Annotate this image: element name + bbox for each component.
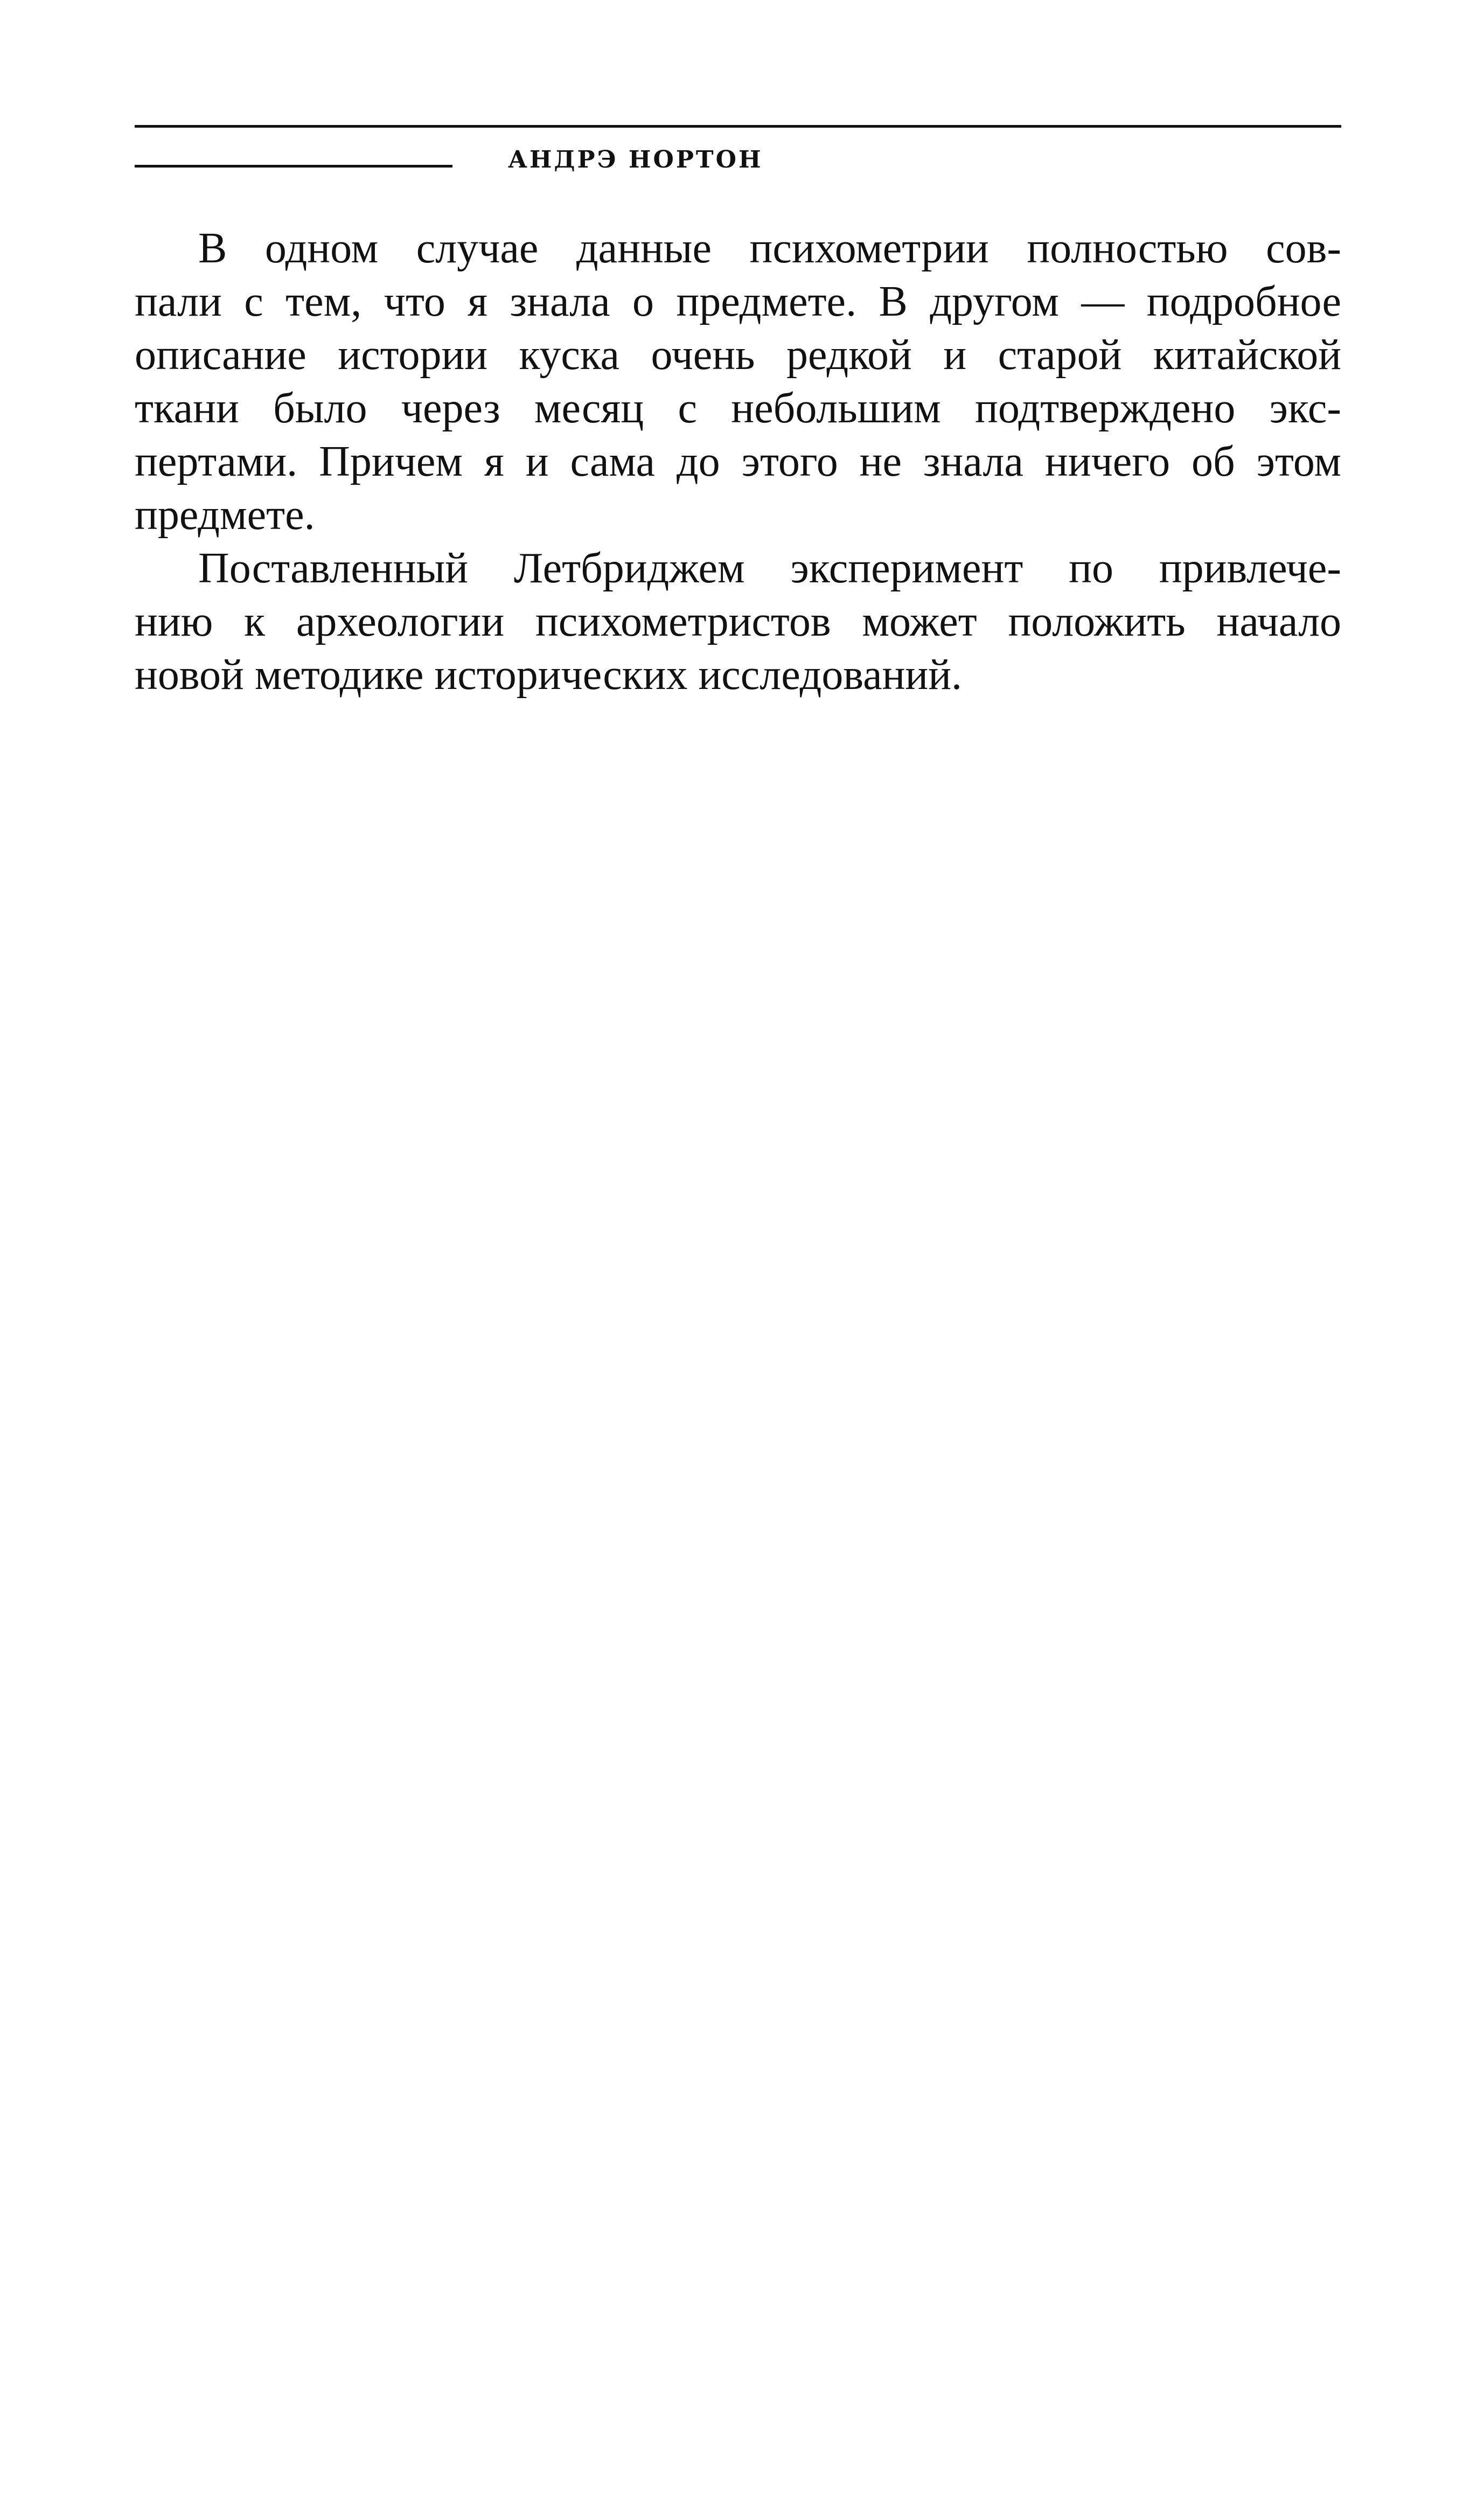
text-line: предмете. [135,491,315,539]
text-line: новой методике исторических исследований. [135,651,963,699]
paragraph-2 [135,542,1341,702]
running-head-author: АНДРЭ НОРТОН [508,146,763,173]
text-line: В одном случае данные психометрии полностью сов- [198,225,1341,272]
running-head [135,141,1341,179]
paragraph-1 [135,222,1341,542]
text-line: пали с тем, что я знала о предмете. В другом — подробное [135,278,1341,325]
header-left-rule [135,165,452,168]
text-line: пертами. Причем я и сама до этого не знала ничего об этом [135,438,1341,485]
text-line: описание истории куска очень редкой и старой китайской [135,331,1341,379]
header-top-rule [135,125,1341,128]
text-line: нию к археологии психометристов может положить начало [135,598,1341,645]
text-line: Поставленный Летбриджем эксперимент по привлече- [198,545,1341,592]
page-body-text [135,222,1341,702]
text-line: ткани было через месяц с небольшим подтверждено экс- [135,385,1341,432]
